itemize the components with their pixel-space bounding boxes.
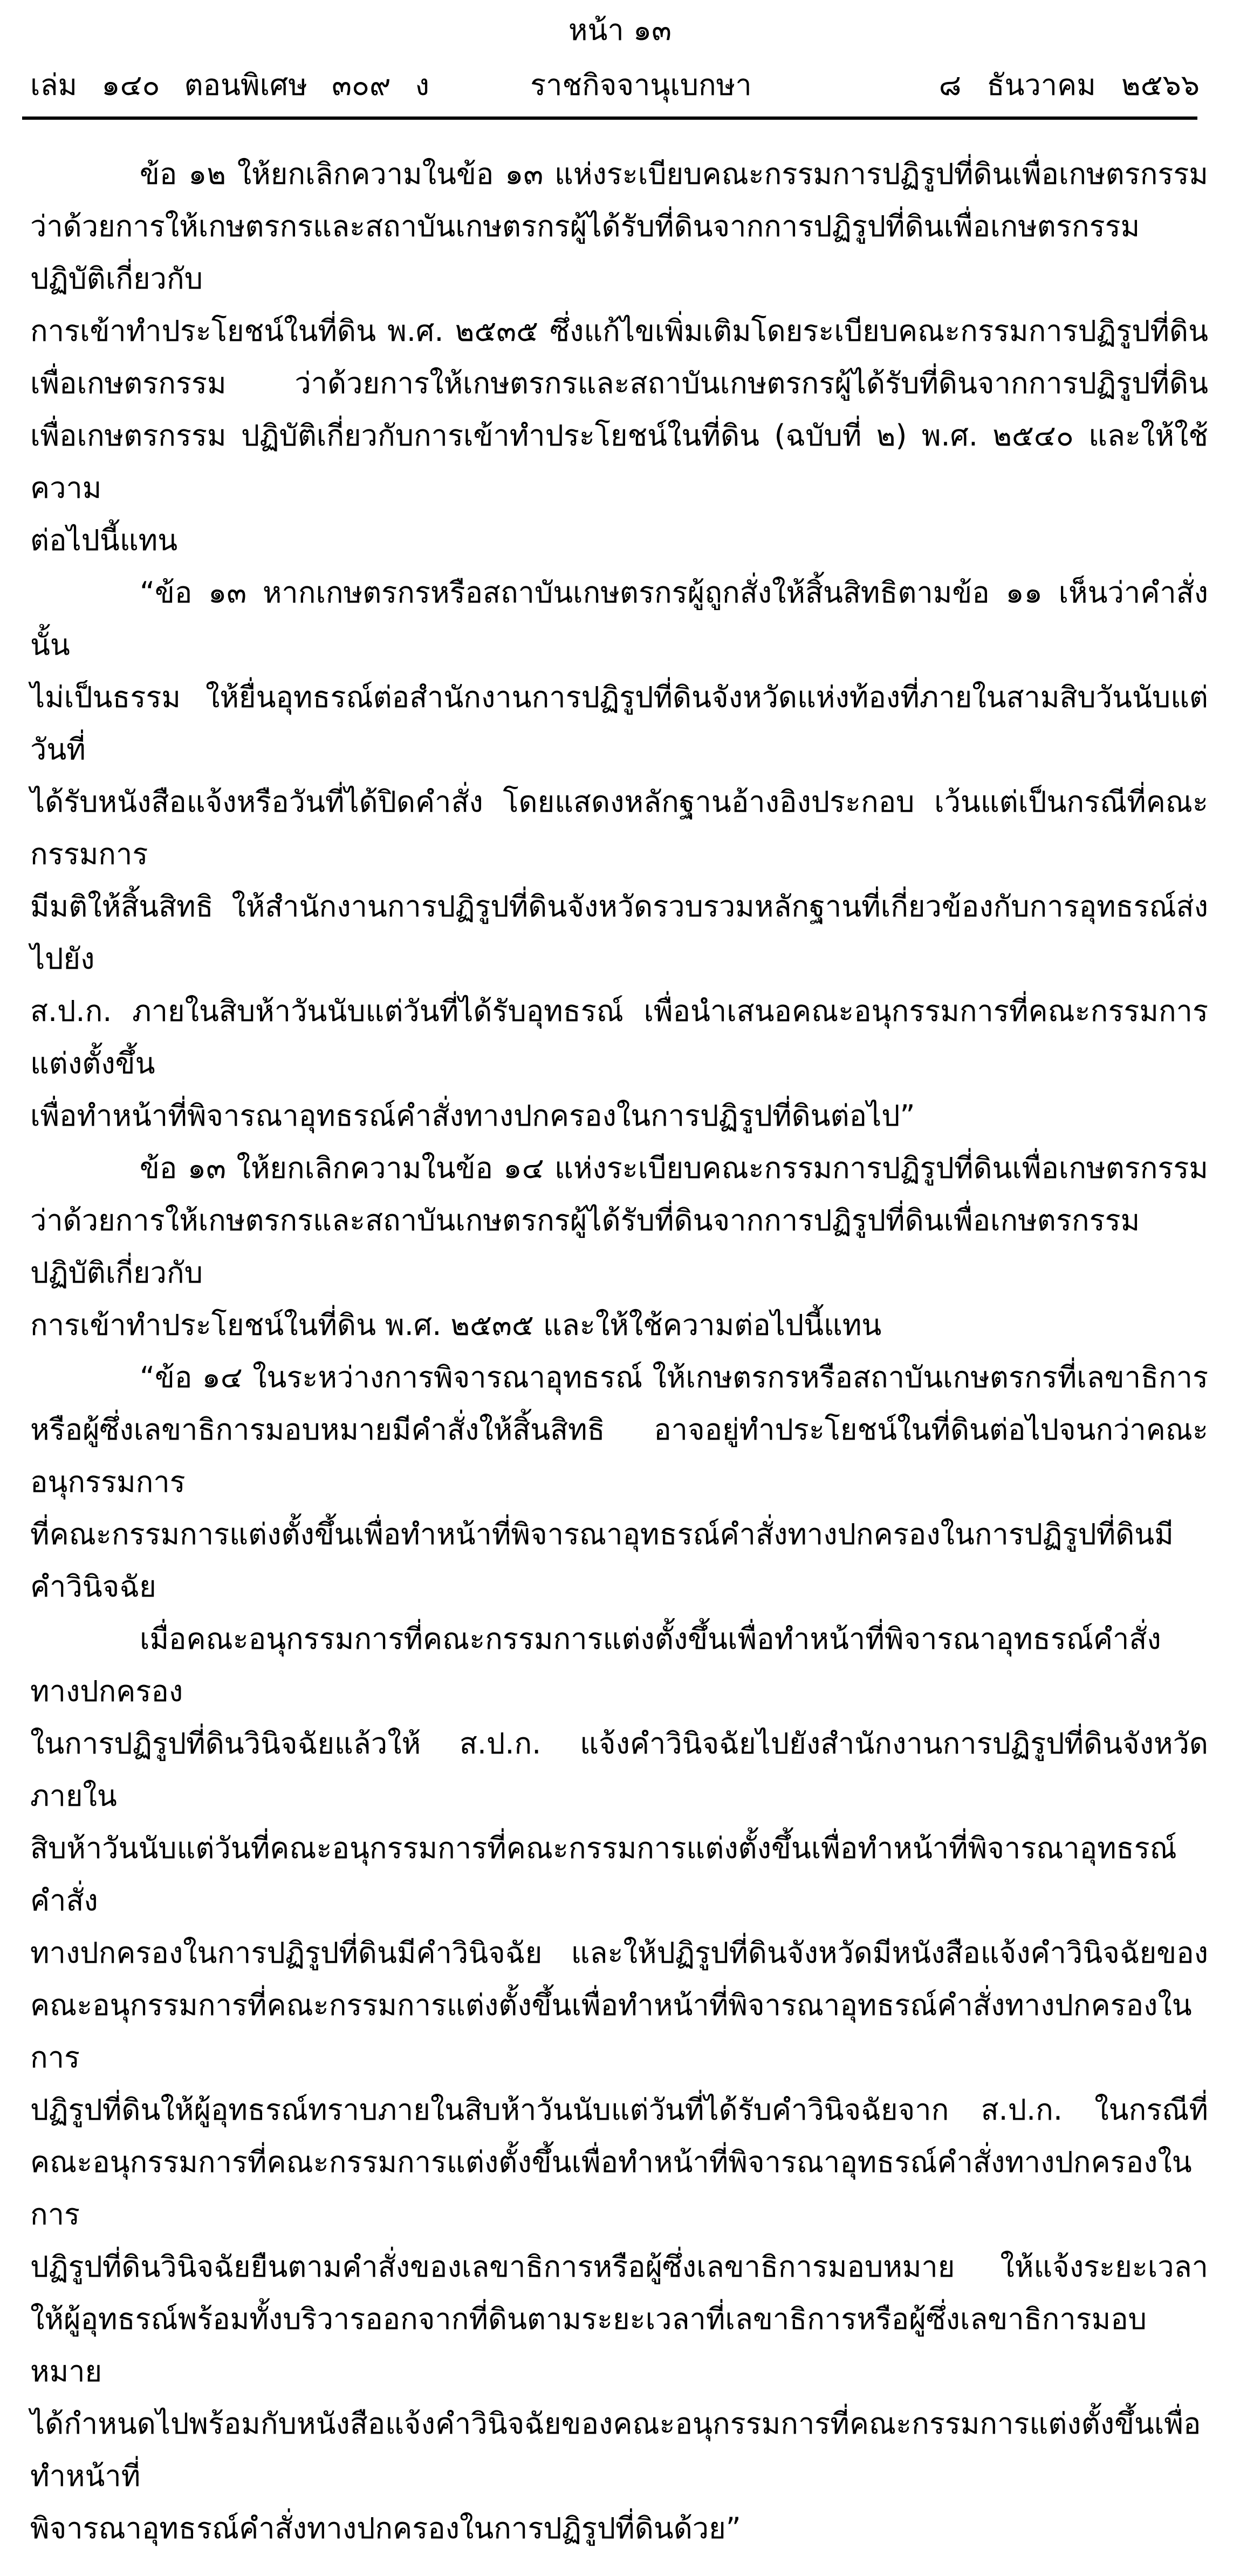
publication-date: ๘ ธันวาคม ๒๕๖๖ (938, 68, 1200, 102)
text-line: ในการปฏิรูปที่ดินวินิจฉัยแล้วให้ ส.ป.ก. แจ้งคำวินิจฉัยไปยังสำนักงานการปฏิรูปที่ดินจังหวัดภายใน (30, 1727, 1208, 1813)
text-line: ปฏิรูปที่ดินวินิจฉัยยืนตามคำสั่งของเลขาธิการหรือผู้ซึ่งเลขาธิการมอบหมาย ให้แจ้งระยะเวลา (30, 2250, 1208, 2284)
text-line: ไม่เป็นธรรม ให้ยื่นอุทธรณ์ต่อสำนักงานการปฏิรูปที่ดินจังหวัดแห่งท้องที่ภายในสามสิบวันนับแต่วันที่ (30, 680, 1208, 766)
paragraph (30, 1613, 1208, 2554)
volume-issue: เล่ม ๑๔๐ ตอนพิเศษ ๓๐๙ ง (30, 68, 430, 102)
text-line: ที่คณะกรรมการแต่งตั้งขึ้นเพื่อทำหน้าที่พิจารณาอุทธรณ์คำสั่งทางปกครองในการปฏิรูปที่ดินมีคำวินิจฉัย (30, 1517, 1174, 1604)
text-line: “ข้อ ๑๓ หากเกษตรกรหรือสถาบันเกษตรกรผู้ถูกสั่งให้สิ้นสิทธิตามข้อ ๑๑ เห็นว่าคำสั่งนั้น (30, 576, 1208, 662)
text-line: ปฏิรูปที่ดินให้ผู้อุทธรณ์ทราบภายในสิบห้าวันนับแต่วันที่ได้รับคำวินิจฉัยจาก ส.ป.ก. ในกรณีที่ (30, 2093, 1208, 2127)
paragraph (30, 148, 1208, 566)
text-line: เพื่อทำหน้าที่พิจารณาอุทธรณ์คำสั่งทางปกครองในการปฏิรูปที่ดินต่อไป” (30, 1099, 915, 1133)
text-line: ว่าด้วยการให้เกษตรกรและสถาบันเกษตรกรผู้ได้รับที่ดินจากการปฏิรูปที่ดินเพื่อเกษตรกรรม ปฏิบัติเกี่ยวกับ (30, 209, 1140, 296)
masthead (30, 64, 1200, 107)
text-line: ว่าด้วยการให้เกษตรกรและสถาบันเกษตรกรผู้ได้รับที่ดินจากการปฏิรูปที่ดินเพื่อเกษตรกรรม ปฏิบัติเกี่ยวกับ (30, 1203, 1140, 1290)
paragraph (30, 1142, 1208, 1351)
gazette-page (0, 9, 1240, 2576)
text-line: พิจารณาอุทธรณ์คำสั่งทางปกครองในการปฏิรูปที่ดินด้วย” (30, 2511, 741, 2545)
paragraph (30, 1351, 1208, 1613)
text-line: การเข้าทำประโยชน์ในที่ดิน พ.ศ. ๒๕๓๕ ซึ่งแก้ไขเพิ่มเติมโดยระเบียบคณะกรรมการปฏิรูปที่ดิน (30, 314, 1208, 348)
text-line: เพื่อเกษตรกรรม ว่าด้วยการให้เกษตรกรและสถาบันเกษตรกรผู้ได้รับที่ดินจากการปฏิรูปที่ดิน (30, 366, 1208, 400)
text-line: หรือผู้ซึ่งเลขาธิการมอบหมายมีคำสั่งให้สิ้นสิทธิ อาจอยู่ทำประโยชน์ในที่ดินต่อไปจนกว่าคณะอนุกรรมการ (30, 1413, 1208, 1499)
text-line: ได้รับหนังสือแจ้งหรือวันที่ได้ปิดคำสั่ง โดยแสดงหลักฐานอ้างอิงประกอบ เว้นแต่เป็นกรณีที่คณะกรรมการ (30, 785, 1208, 871)
text-line: ข้อ ๑๓ ให้ยกเลิกความในข้อ ๑๔ แห่งระเบียบคณะกรรมการปฏิรูปที่ดินเพื่อเกษตรกรรม (140, 1151, 1208, 1185)
gazette-title: ราชกิจจานุเบกษา (530, 68, 752, 102)
text-line: เพื่อเกษตรกรรม ปฏิบัติเกี่ยวกับการเข้าทำประโยชน์ในที่ดิน (ฉบับที่ ๒) พ.ศ. ๒๕๔๐ และให้ใช้ความ (30, 419, 1208, 505)
document-body (0, 120, 1240, 2576)
text-line: ได้กำหนดไปพร้อมกับหนังสือแจ้งคำวินิจฉัยของคณะอนุกรรมการที่คณะกรรมการแต่งตั้งขึ้นเพื่อทำหน้าที่ (30, 2407, 1201, 2493)
paragraph (30, 566, 1208, 1142)
page-number: หน้า ๑๓ (568, 13, 672, 47)
text-line: มีมติให้สิ้นสิทธิ ให้สำนักงานการปฏิรูปที่ดินจังหวัดรวบรวมหลักฐานที่เกี่ยวข้องกับการอุทธรณ์ส่งไปยัง (30, 889, 1208, 976)
text-line: ข้อ ๑๒ ให้ยกเลิกความในข้อ ๑๓ แห่งระเบียบคณะกรรมการปฏิรูปที่ดินเพื่อเกษตรกรรม (140, 157, 1208, 191)
text-line: “ข้อ ๑๔ ในระหว่างการพิจารณาอุทธรณ์ ให้เกษตรกรหรือสถาบันเกษตรกรที่เลขาธิการ (140, 1360, 1208, 1394)
text-line: ให้ผู้อุทธรณ์พร้อมทั้งบริวารออกจากที่ดินตามระยะเวลาที่เลขาธิการหรือผู้ซึ่งเลขาธิการมอบหมาย (30, 2302, 1147, 2388)
text-line: ต่อไปนี้แทน (30, 523, 178, 557)
text-line: เมื่อคณะอนุกรรมการที่คณะกรรมการแต่งตั้งขึ้นเพื่อทำหน้าที่พิจารณาอุทธรณ์คำสั่งทางปกครอง (30, 1622, 1161, 1708)
text-line: คณะอนุกรรมการที่คณะกรรมการแต่งตั้งขึ้นเพื่อทำหน้าที่พิจารณาอุทธรณ์คำสั่งทางปกครองในการ (30, 1988, 1192, 2074)
text-line: ทางปกครองในการปฏิรูปที่ดินมีคำวินิจฉัย และให้ปฏิรูปที่ดินจังหวัดมีหนังสือแจ้งคำวินิจฉัยของ (30, 1936, 1208, 1970)
text-line: การเข้าทำประโยชน์ในที่ดิน พ.ศ. ๒๕๓๕ และให้ใช้ความต่อไปนี้แทน (30, 1308, 882, 1342)
text-line: คณะอนุกรรมการที่คณะกรรมการแต่งตั้งขึ้นเพื่อทำหน้าที่พิจารณาอุทธรณ์คำสั่งทางปกครองในการ (30, 2145, 1192, 2231)
text-line: สิบห้าวันนับแต่วันที่คณะอนุกรรมการที่คณะกรรมการแต่งตั้งขึ้นเพื่อทำหน้าที่พิจารณาอุทธรณ์คำสั่ง (30, 1831, 1177, 1917)
text-line: ส.ป.ก. ภายในสิบห้าวันนับแต่วันที่ได้รับอุทธรณ์ เพื่อนำเสนอคณะอนุกรรมการที่คณะกรรมการแต่งตั้งขึ้น (30, 994, 1208, 1080)
